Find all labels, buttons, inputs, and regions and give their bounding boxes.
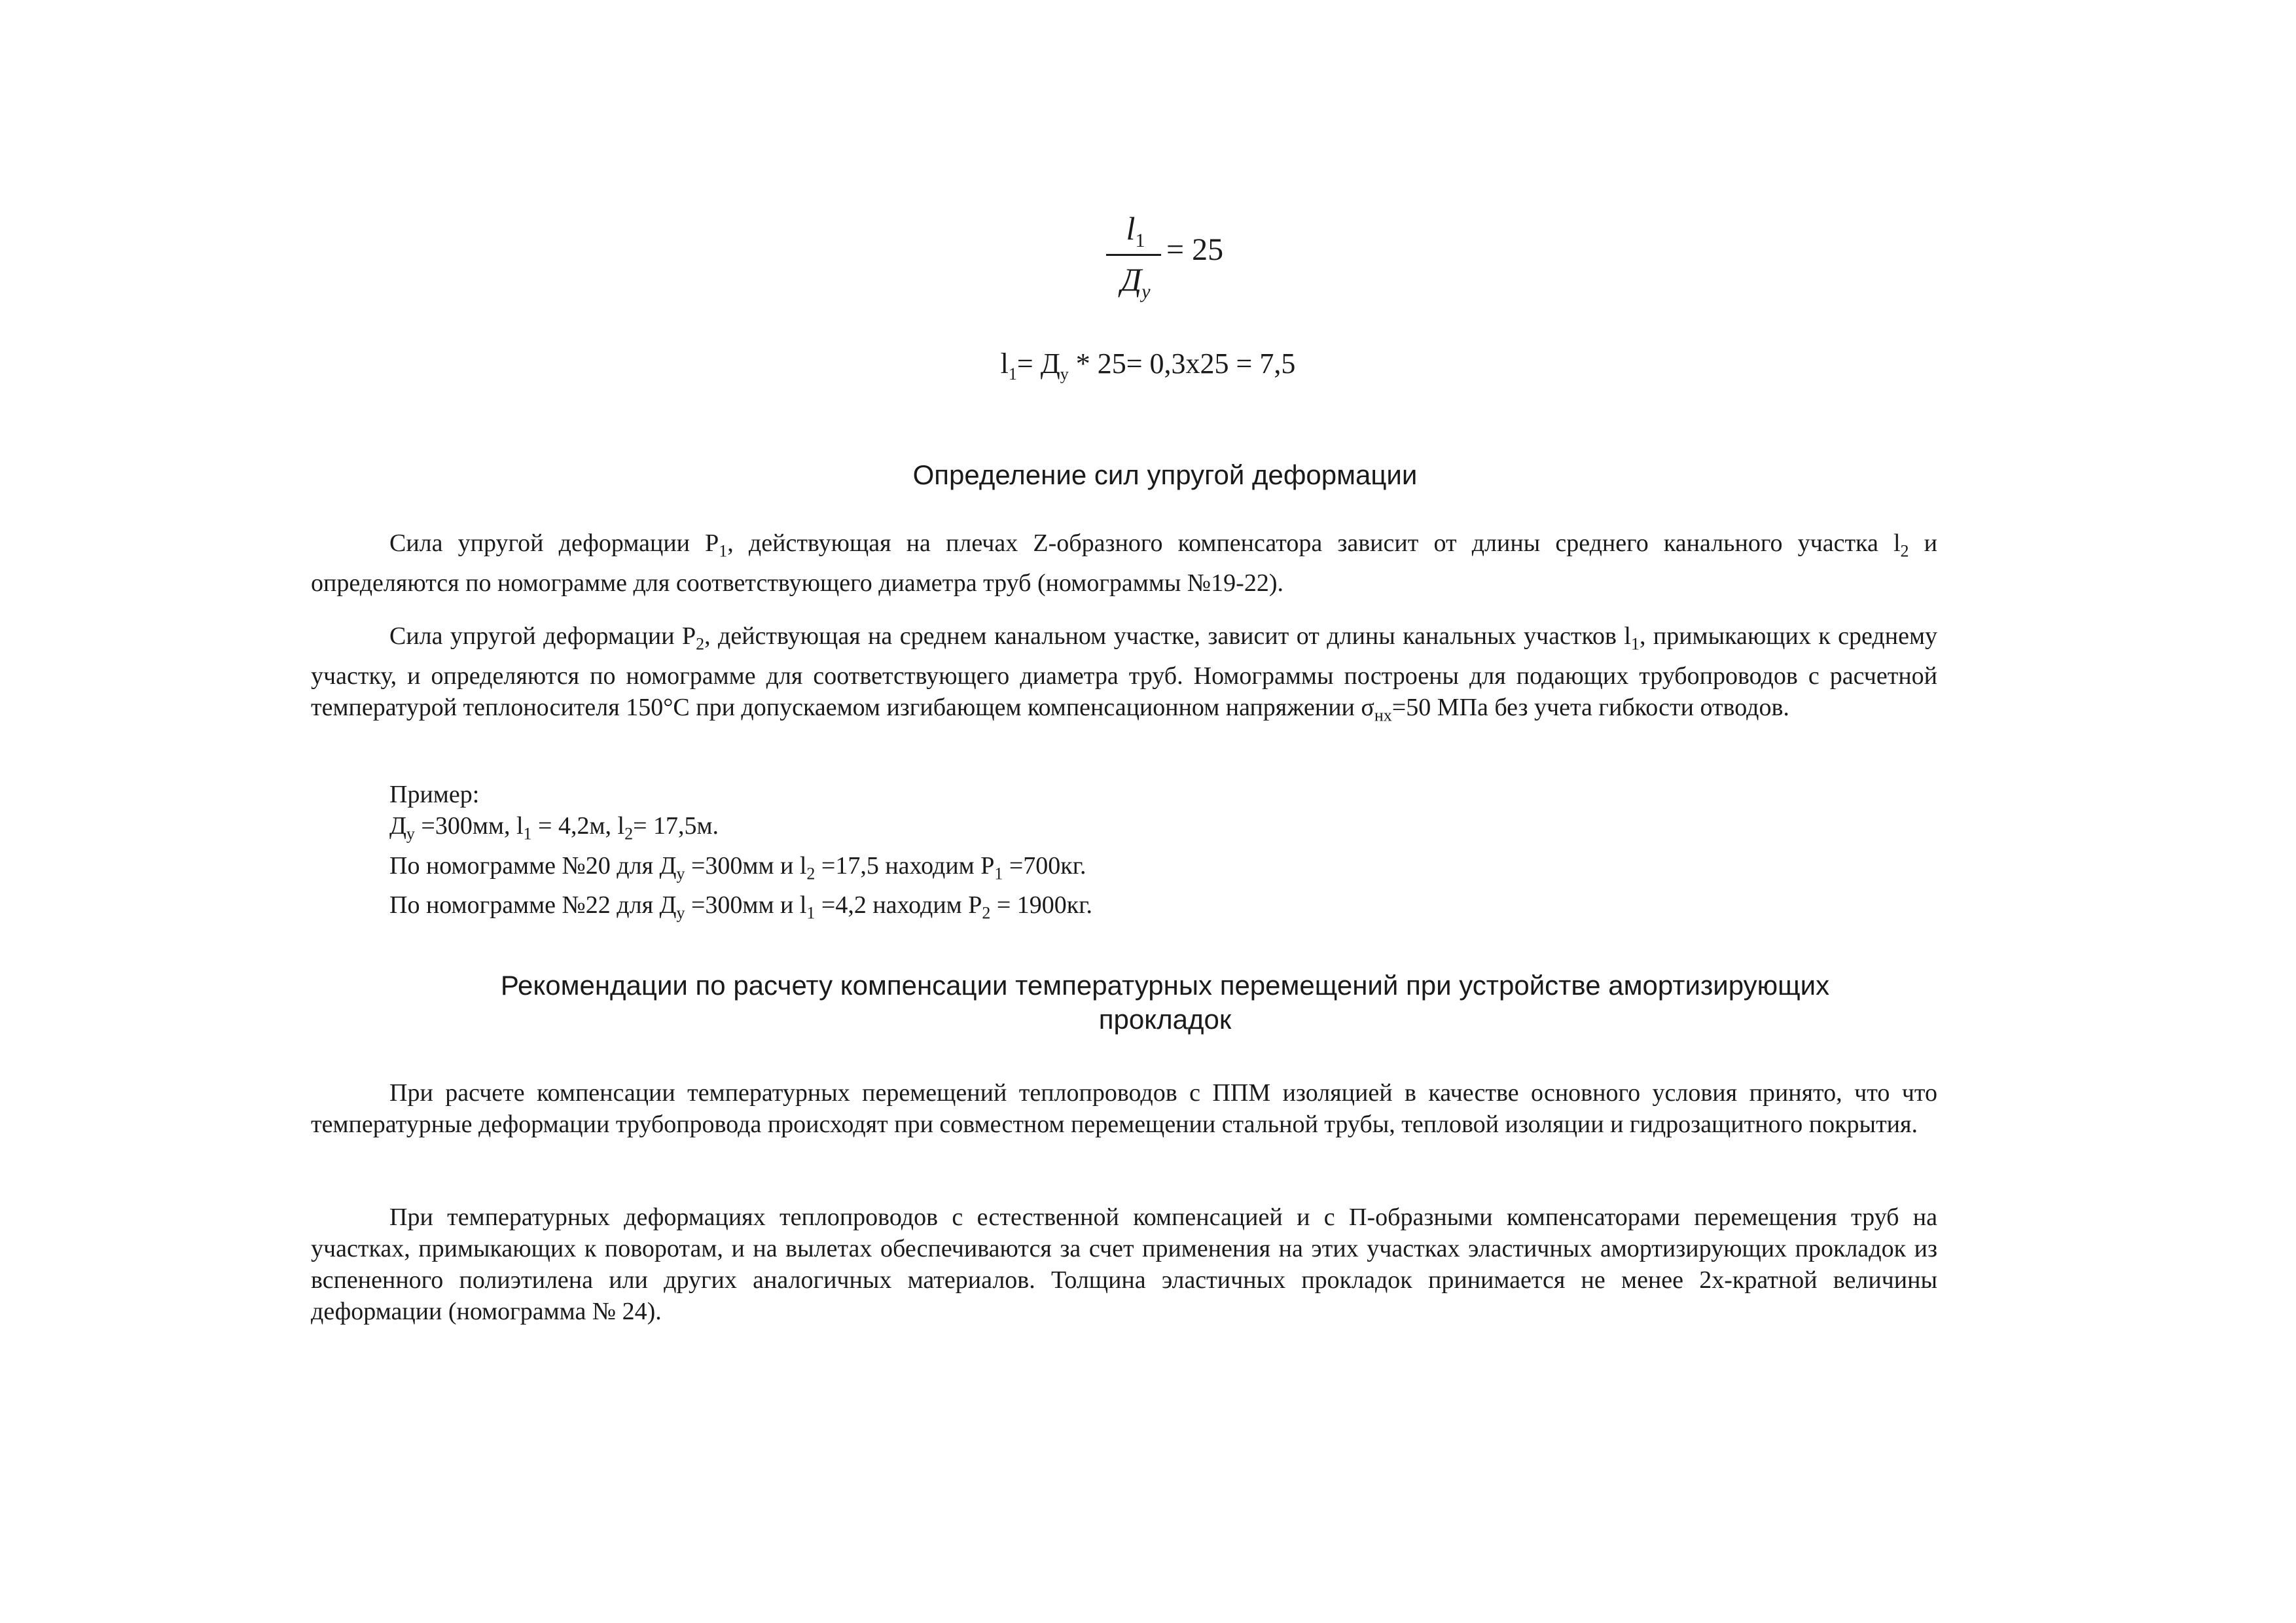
paragraph-ppm-insulation: При расчете компенсации температурных перемещений теплопроводов с ППМ изоляцией в качестве основного условия принято, что что температурные деформации трубопровода происходят при совместном перемещении стальной трубы, тепловой изоляции и гидрозащитного покрытия. <box>311 1079 1937 1138</box>
fraction-result: = 25 <box>1166 232 1224 267</box>
section-heading-elastic-forces: Определение сил упругой деформации <box>912 459 1418 490</box>
paragraph-p1-force: Сила упругой деформации $Р_1$, действующая на плечах Z-образного компенсатора зависит от длины среднего канального участка $l_2$ и определяются по номограмме для соответствующего диаметра труб (номограммы №19-22). <box>311 529 1937 597</box>
example-block <box>389 779 1092 929</box>
fraction-bar <box>1106 254 1161 256</box>
example-line-3: По номограмме №22 для $Д_у =300мм$ и $l_1 =4,2$ находим $Р_2 = 1900кг$. <box>389 891 1093 923</box>
length-calculation: $l_1= Д_у * 25= 0,3х25 = 7,5$ <box>1000 348 1296 383</box>
fraction-denominator: $Д_у$ <box>1121 261 1151 302</box>
ratio-formula <box>1106 209 1237 314</box>
fraction-numerator: $l_1$ <box>1126 210 1145 251</box>
section-heading-recommendations: Рекомендации по расчету компенсации температурных перемещений при устройстве амортизирующих прокладок <box>500 970 1830 1035</box>
example-label: Пример: <box>389 781 480 808</box>
paragraph-damping-pads: При температурных деформациях теплопроводов с естественной компенсацией и с П-образными компенсаторами перемещения труб на участках, примыкающих к поворотам, и на вылетах обеспечиваются за счет применения на этих участках эластичных амортизирующих прокладок из вспененного полиэтилена или других аналогичных материалов. Толщина эластичных прокладок принимается не менее 2х-кратной величины деформации (номограмма № 24). <box>311 1204 1937 1325</box>
example-line-1: $Д_у =300мм$, $l_1 = 4,2м$, $l_2= 17,5м$. <box>389 812 719 844</box>
example-line-2: По номограмме №20 для $Д_у =300мм$ и $l_2 =17,5$ находим $Р_1 =700кг$. <box>389 851 1086 883</box>
paragraph-p2-force: Сила упругой деформации $Р_2$, действующая на среднем канальном участке, зависит от длины канальных участков $l_1$, примыкающих к среднему участку, и определяются по номограмме для соответствующего диаметра труб. Номограммы построены для подающих трубопроводов с расчетной температурой теплоносителя 150°С при допускаемом изгибающем компенсационном напряжении $\sigma_{нх}=50$ МПа без учета гибкости отводов. <box>311 622 1937 725</box>
